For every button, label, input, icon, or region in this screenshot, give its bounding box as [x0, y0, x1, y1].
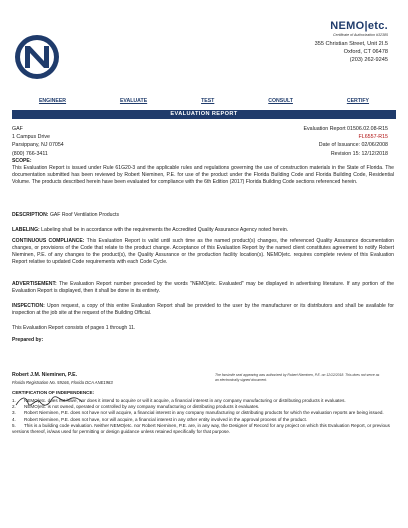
- brand-name: NEMO|etc.: [330, 20, 388, 32]
- advertisement-section: ADVERTISEMENT: The Evaluation Report number preceded by the words "NEMO|etc. Evaluated" may be displayed in advertising literature. If any portion of the Evaluation Report is displayed, then it shall be done in its entirety.: [12, 281, 394, 295]
- report-title-bar: EVALUATION REPORT: [12, 110, 396, 119]
- issue-date: Date of Issuance: 02/06/2008: [318, 142, 388, 149]
- signer-block: Robert J.M. Nieminen, P.E. Florida Registration No. 59166, Florida DCA ANE1983: [12, 372, 113, 386]
- nav-consult: CONSULT: [268, 98, 293, 104]
- disclosure-label: CERTIFICATION OF INDEPENDENCE:: [12, 390, 95, 395]
- nav-engineer: ENGINEER: [38, 98, 67, 104]
- company-address: 355 Christian Street, Unit 2I.5 Oxford, CT 06478 (203) 262-9245: [314, 41, 388, 63]
- nav-evaluate: EVALUATE: [119, 98, 148, 104]
- pages-line: This Evaluation Report consists of pages 1 through 11.: [12, 325, 136, 331]
- nav-certify: CERTIFY: [346, 98, 370, 104]
- list-item: 2. NEMO|etc. is not owned, operated or controlled by any company manufacturing or distributing products it evaluates.: [12, 404, 260, 410]
- service-nav: [12, 98, 396, 107]
- inspection-section: INSPECTION: Upon request, a copy of this entire Evaluation Report shall be provided to the user by the manufacturer or its distributors and shall be available for inspection at the job site at the request of the Building Official.: [12, 303, 394, 317]
- scope-section: SCOPE: This Evaluation Report is issued under Rule 61G20-3 and the applicable rules and regulations governing the use of construction materials in the State of Florida. The documentation submitted has been reviewed by Robert Nieminen, P.E. for use of the product under the Florida Building Code and Florida Building Code, Residential Volume. The products described herein have been evaluated for compliance with the 6th Edition (2017) Florida Building Code sections referenced herein.: [12, 158, 394, 186]
- company-logo: [14, 34, 60, 80]
- list-item: 1. NEMO|etc. does not have, nor does it intend to acquire or will it acquire, a financial interest in any company manufacturing or distributing products it evaluates.: [12, 398, 346, 403]
- description-section: DESCRIPTION: GAF Roof Ventilation Products: [12, 212, 120, 218]
- client-address: GAF 1 Campus Drive Parsippany, NJ 07054 (800) 766-3411: [12, 126, 64, 157]
- prepared-by-label: Prepared by:: [12, 337, 44, 343]
- continuous-compliance-section: CONTINUOUS COMPLIANCE: This Evaluation Report is valid until such time as the named product(s) changes, the referenced Quality Assurance documentation changes, or provisions of the Code that relate to the product change. Acceptance of this Evaluation Report by the named client constitutes agreement to notify Robert Nieminen, P.E. of any changes to the product(s), the Quality Assurance or the production facility location(s). NEMO|etc. requires complete review of this Evaluation Report relative to updated Code requirements with each Code Cycle.: [12, 238, 394, 266]
- cert-line: Certificate of Authorization #32385: [332, 33, 388, 37]
- list-item: 5. This is a building code evaluation. Neither NEMO|etc. nor Robert Nieminen, P.E. are, in any way, the Designer of Record for any project on which this Evaluation Report, or previous versions thereof, is/was used for permitting or design guidance unless retained specifically for that purpose.: [12, 422, 390, 435]
- labeling-section: LABELING: Labeling shall be in accordance with the requirements the Accredited Quality Assurance Agency noted herein.: [12, 227, 289, 233]
- nav-test: TEST: [201, 98, 215, 104]
- report-meta: [303, 125, 388, 158]
- report-number: Evaluation Report 01506.02.08-R15: [303, 126, 388, 132]
- list-item: 4. Robert Nieminen, P.E. does not have, nor will acquire, a financial interest in any other entity involved in the approval process of the product.: [12, 416, 308, 422]
- revision-date: Revision 15: 12/12/2018: [330, 150, 388, 157]
- fl-number: FL6557-R15: [358, 134, 388, 141]
- seal-note: The facsimile seal appearing was authorized by Robert Nieminen, P.E. on 12/12/2018. This does not serve as an electronically signed document.: [215, 373, 380, 382]
- list-item: 3. Robert Nieminen, P.E. does not have nor will acquire, a financial interest in any company manufacturing or distributing products for which the evaluation reports are being issued.: [12, 410, 384, 416]
- disclosure-list: [12, 398, 394, 435]
